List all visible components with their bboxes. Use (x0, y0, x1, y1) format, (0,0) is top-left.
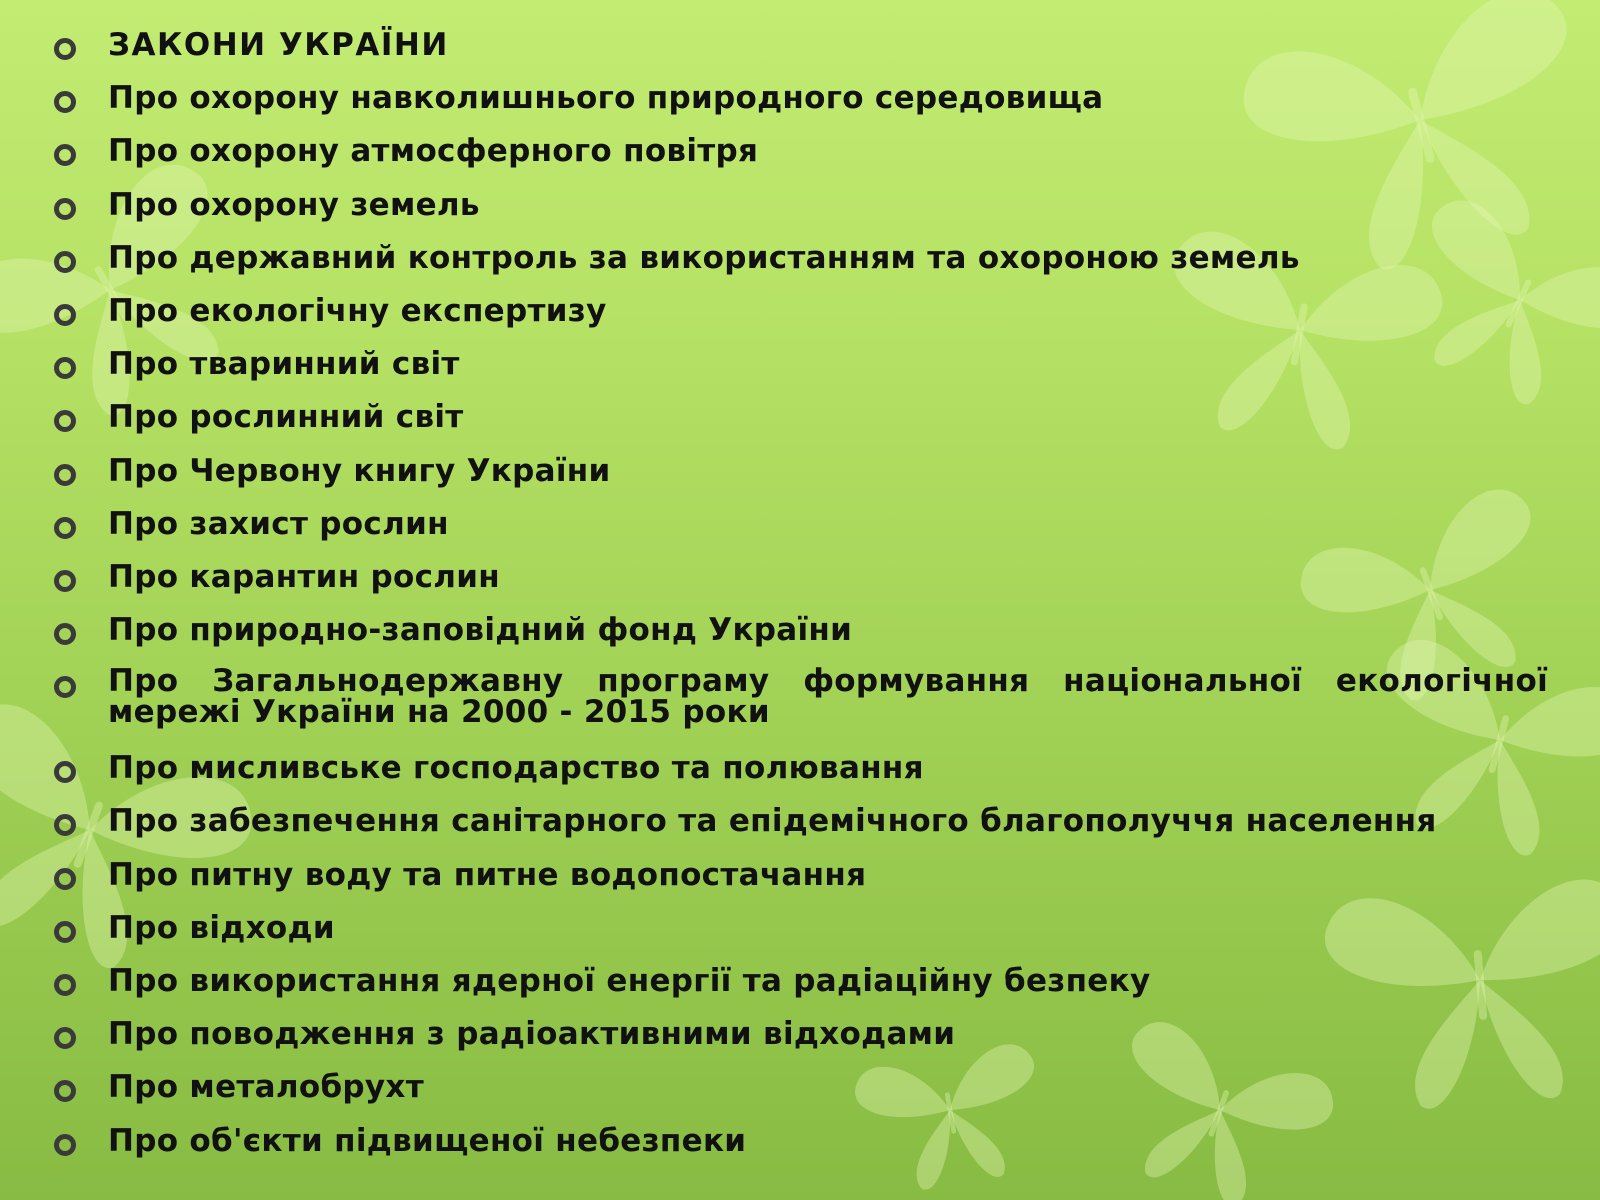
list-item (48, 1070, 1548, 1123)
law-title: Про тваринний світ (108, 346, 460, 383)
list-item (48, 81, 1548, 134)
ring-bullet-icon (54, 198, 76, 220)
law-title: Про природно-заповідний фонд України (108, 612, 853, 649)
list-item (48, 507, 1548, 560)
list-item (48, 858, 1548, 911)
list-item (48, 454, 1548, 507)
law-title: Про державний контроль за використанням та охороною земель (108, 239, 1300, 276)
law-title: Про об'єкти підвищеної небезпеки (108, 1122, 747, 1159)
law-title: Про рослинний світ (108, 399, 464, 436)
list-item (48, 804, 1548, 857)
list-item (48, 964, 1548, 1017)
law-title: Про металобрухт (108, 1069, 424, 1106)
list-item (48, 294, 1548, 347)
ring-bullet-icon (54, 304, 76, 326)
ring-bullet-icon (54, 1027, 76, 1049)
list-item (48, 751, 1548, 804)
ring-bullet-icon (54, 676, 76, 698)
list-item (48, 613, 1548, 666)
ring-bullet-icon (54, 814, 76, 836)
law-title: Про охорону земель (108, 186, 480, 223)
ring-bullet-icon (54, 144, 76, 166)
list-item (48, 241, 1548, 294)
law-title: Про Червону книгу України (108, 452, 611, 489)
ring-bullet-icon (54, 410, 76, 432)
list-item (48, 560, 1548, 613)
law-title: Про охорону навколишнього природного середовища (108, 80, 1104, 117)
list-item (48, 1124, 1548, 1177)
list-item (48, 134, 1548, 187)
law-title: Про поводження з радіоактивними відходами (108, 1016, 956, 1053)
laws-list (48, 28, 1548, 1177)
law-title: Про карантин рослин (108, 558, 501, 595)
law-title: Про забезпечення санітарного та епідемічного благополуччя населення (108, 803, 1437, 840)
ring-bullet-icon (54, 1080, 76, 1102)
list-item (48, 663, 1548, 751)
law-title: Про охорону атмосферного повітря (108, 133, 759, 170)
list-item (48, 188, 1548, 241)
ring-bullet-icon (54, 517, 76, 539)
list-item (48, 347, 1548, 400)
ring-bullet-icon (54, 623, 76, 645)
list-item (48, 1017, 1548, 1070)
ring-bullet-icon (54, 1134, 76, 1156)
ring-bullet-icon (54, 974, 76, 996)
law-title: Про використання ядерної енергії та радіаційну безпеку (108, 963, 1151, 999)
ring-bullet-icon (54, 570, 76, 592)
page-title: ЗАКОНИ УКРАЇНИ (108, 27, 449, 63)
law-title: Про екологічну експертизу (108, 292, 607, 329)
ring-bullet-icon (54, 921, 76, 943)
law-title: Про захист рослин (108, 505, 449, 542)
list-heading-item (48, 28, 1548, 81)
ring-bullet-icon (54, 38, 76, 60)
law-title: Про Загальнодержавну програму формування національної екологічної мережі України на 2000 - 2015 роки (108, 663, 1548, 731)
law-title: Про відходи (108, 909, 335, 946)
ring-bullet-icon (54, 868, 76, 890)
ring-bullet-icon (54, 91, 76, 113)
law-title: Про питну воду та питне водопостачання (108, 856, 867, 893)
law-title: Про мисливське господарство та полювання (108, 750, 924, 787)
ring-bullet-icon (54, 761, 76, 783)
ring-bullet-icon (54, 251, 76, 273)
ring-bullet-icon (54, 357, 76, 379)
ring-bullet-icon (54, 464, 76, 486)
list-item (48, 400, 1548, 453)
list-item (48, 911, 1548, 964)
